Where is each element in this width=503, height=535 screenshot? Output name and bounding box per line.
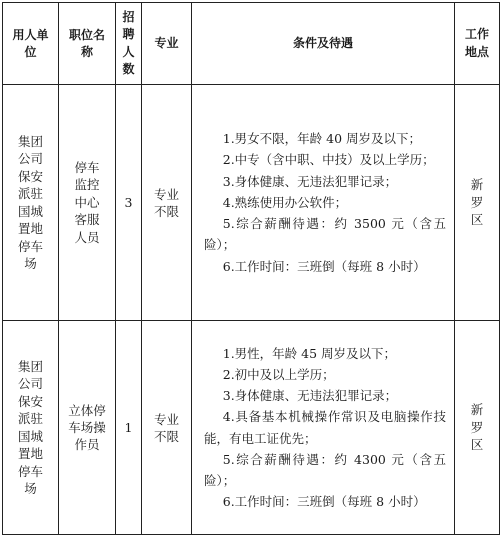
condition-line: 5.综合薪酬待遇：约 4300 元（含五险）；: [204, 451, 446, 488]
condition-line: 4.具备基本机械操作常识及电脑操作技能，有电工证优先；: [204, 409, 446, 446]
condition-line: 3.身体健康、无违法犯罪记录；: [222, 388, 398, 404]
recruitment-table: [2, 2, 500, 535]
condition-line: 2.初中及以上学历；: [222, 366, 335, 382]
cell-headcount: 1: [116, 321, 142, 535]
cell-conditions: [192, 85, 455, 321]
cell-major: 专业不限: [142, 321, 192, 535]
table-row: [3, 321, 500, 535]
table-row: [3, 85, 500, 321]
condition-line: 2.中专（含中职、中技）及以上学历；: [222, 152, 435, 168]
cell-position: 立体停车场操作员: [59, 321, 116, 535]
cell-headcount: 3: [116, 85, 142, 321]
cell-location: 新罗区: [455, 85, 500, 321]
header-conditions: 条件及待遇: [192, 3, 455, 85]
header-employer: 用人单位: [3, 3, 59, 85]
cell-position: 停车监控中心客服人员: [59, 85, 116, 321]
cell-employer: 集团公司保安派驻国城置地停车场: [3, 85, 59, 321]
cell-employer: 集团公司保安派驻国城置地停车场: [3, 321, 59, 535]
header-position: 职位名称: [59, 3, 116, 85]
cell-location: 新罗区: [455, 321, 500, 535]
cell-major: 专业不限: [142, 85, 192, 321]
table-header-row: [3, 3, 500, 85]
condition-line: 6.工作时间：三班倒（每班 8 小时）: [222, 494, 426, 510]
condition-line: 1.男性，年龄 45 周岁及以下；: [222, 345, 397, 361]
condition-line: 3.身体健康、无违法犯罪记录；: [222, 173, 398, 189]
condition-line: 1.男女不限，年龄 40 周岁及以下；: [222, 131, 422, 147]
header-major: 专业: [142, 3, 192, 85]
header-headcount: 招聘人数: [116, 3, 142, 85]
condition-line: 5.综合薪酬待遇：约 3500 元（含五险）；: [204, 216, 446, 253]
cell-conditions: [192, 321, 455, 535]
condition-line: 6.工作时间：三班倒（每班 8 小时）: [222, 258, 426, 274]
condition-line: 4.熟练使用办公软件；: [222, 194, 348, 210]
header-location: 工作地点: [455, 3, 500, 85]
